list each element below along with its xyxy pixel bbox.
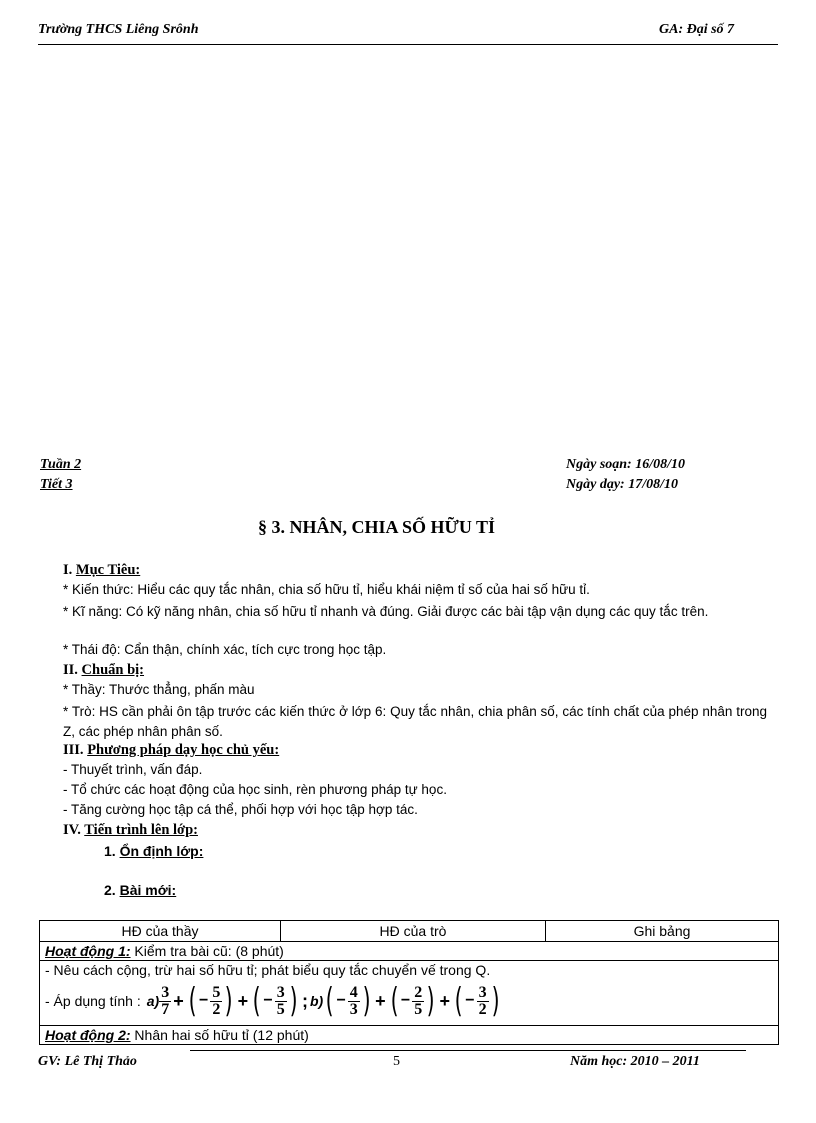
step-1-label: Ổn định lớp:	[119, 843, 204, 859]
activity2-cell	[40, 1026, 779, 1045]
school-name: Trường THCS Liêng Srônh	[38, 22, 199, 37]
formula-b-plus-2: +	[439, 990, 450, 1011]
table-header-row	[40, 921, 779, 942]
formula-a-numerator-0: 3	[161, 983, 170, 1001]
subject-label: GA: Đại số 7	[659, 22, 735, 37]
formula-a-denominator-0: 7	[161, 1000, 170, 1018]
formula-b-fraction-2	[477, 985, 489, 1018]
formula-a-denominator-2: 5	[276, 1000, 285, 1018]
objective-attitude: * Thái độ: Cẩn thận, chính xác, tích cực trong học tập.	[63, 642, 387, 657]
formula-a-plus-2: +	[237, 990, 249, 1011]
formula-b-sign-0: −	[336, 992, 346, 1009]
review-question: - Nêu cách cộng, trừ hai số hữu tỉ; phát biểu quy tắc chuyển vế trong Q.	[45, 962, 491, 978]
section4-roman: IV.	[63, 822, 81, 838]
activity1-cell	[40, 942, 779, 961]
step-2	[104, 882, 176, 898]
method-3: - Tăng cường học tập cá thể, phối hợp với học tập hợp tác.	[63, 802, 418, 817]
formula-b-rparen-2: )	[491, 981, 500, 1021]
section2-heading	[63, 662, 144, 679]
formula-b-numerator-1: 2	[414, 983, 423, 1001]
method-2: - Tổ chức các hoạt động của học sinh, rèn phương pháp tự học.	[63, 782, 447, 797]
step-1	[104, 843, 203, 859]
section1-heading	[63, 562, 140, 579]
col-student-header: HĐ của trò	[281, 921, 546, 942]
formula-a-sign-1: −	[198, 992, 209, 1009]
section3-heading	[63, 742, 279, 759]
formula-a-plus-1: +	[173, 990, 184, 1011]
step-2-label: Bài mới:	[119, 882, 177, 898]
exercise-formula	[45, 978, 773, 1024]
formula-b-denominator-2: 2	[478, 1000, 487, 1018]
formula-b-lparen-0: (	[325, 981, 334, 1021]
formula-b-denominator-0: 3	[349, 1000, 358, 1018]
formula-b-numerator-0: 4	[349, 983, 358, 1001]
activity1-text: Kiểm tra bài cũ: (8 phút)	[130, 943, 284, 959]
formula-b-fraction-1	[412, 985, 424, 1018]
formula-b-label: b)	[309, 993, 324, 1009]
activity1-content-cell	[40, 961, 779, 1026]
formula-b-sign-2: −	[465, 992, 475, 1009]
date-taught: Ngày dạy: 17/08/10	[566, 477, 678, 492]
section4-heading	[63, 822, 198, 839]
period-label: Tiết 3	[40, 477, 73, 492]
activity2-label: Hoạt động 2:	[45, 1027, 131, 1043]
formula-b-rparen-1: )	[426, 981, 435, 1021]
objective-knowledge: * Kiến thức: Hiểu các quy tắc nhân, chia số hữu tỉ, hiểu khái niệm tỉ số của hai số hữu tỉ.	[63, 582, 590, 597]
formula-b-denominator-1: 5	[414, 1000, 423, 1018]
header-divider	[38, 44, 778, 45]
activity1-label: Hoạt động 1:	[45, 943, 131, 959]
step-1-number: 1.	[104, 843, 116, 859]
section3-title: Phương pháp dạy học chủ yếu:	[87, 742, 280, 758]
formula-b-lparen-1: (	[390, 981, 399, 1021]
formula-b-rparen-0: )	[362, 981, 371, 1021]
prep-teacher: * Thầy: Thước thẳng, phấn màu	[63, 682, 255, 697]
formula-b	[323, 981, 502, 1021]
date-prepared: Ngày soạn: 16/08/10	[566, 457, 685, 472]
formula-b-plus-1: +	[375, 990, 386, 1011]
teacher-name: GV: Lê Thị Thảo	[38, 1054, 137, 1069]
formula-a-denominator-1: 2	[212, 1000, 221, 1018]
formula-a-fraction-0	[159, 985, 171, 1018]
step-2-number: 2.	[104, 882, 116, 898]
formula-a-rparen-2: )	[289, 981, 298, 1021]
formula-a-numerator-1: 5	[212, 983, 221, 1001]
footer-divider	[190, 1050, 746, 1051]
formula-a-numerator-2: 3	[276, 983, 285, 1001]
formula-b-lparen-2: (	[454, 981, 463, 1021]
objective-skill: * Kĩ năng: Có kỹ năng nhân, chia số hữu tỉ nhanh và đúng. Giải được các bài tập vận dụng các quy tắc trên.	[63, 604, 709, 619]
section4-title: Tiến trình lên lớp:	[84, 822, 198, 838]
page-number: 5	[393, 1054, 400, 1069]
activity2-text: Nhân hai số hữu tỉ (12 phút)	[130, 1027, 309, 1043]
lesson-plan-table	[39, 920, 779, 1045]
section1-roman: I.	[63, 562, 73, 578]
lesson-title: § 3. NHÂN, CHIA SỐ HỮU TỈ	[258, 517, 496, 537]
formula-a-sign-2: −	[263, 992, 273, 1009]
formula-a-fraction-2	[275, 985, 287, 1018]
apply-label: - Áp dụng tính :	[45, 993, 141, 1009]
formula-b-fraction-0	[348, 985, 360, 1018]
activity1-content-row	[40, 961, 779, 1026]
col-teacher-header: HĐ của thầy	[40, 921, 281, 942]
activity2-row	[40, 1026, 779, 1045]
formula-a-fraction-1	[210, 985, 222, 1018]
formula-a-lparen-2: (	[252, 981, 261, 1021]
formula-a	[159, 981, 310, 1021]
formula-a-label: a)	[146, 993, 160, 1009]
section2-title: Chuẩn bị:	[81, 662, 145, 678]
formula-a-lparen-1: (	[188, 981, 197, 1021]
method-1: - Thuyết trình, vấn đáp.	[63, 762, 203, 777]
section2-roman: II.	[63, 662, 78, 678]
col-board-header: Ghi bảng	[546, 921, 779, 942]
formula-a-rparen-1: )	[224, 981, 233, 1021]
formula-b-numerator-2: 3	[478, 983, 487, 1001]
week-label: Tuần 2	[40, 457, 82, 472]
prep-student: * Trò: HS cần phải ôn tập trước các kiến thức ở lớp 6: Quy tắc nhân, chia phân số, các tính chất của phép nhân trong Z, các phép nhân phân số.	[63, 704, 767, 739]
activity1-row	[40, 942, 779, 961]
section1-title: Mục Tiêu:	[75, 562, 141, 578]
formula-b-sign-1: −	[400, 992, 411, 1009]
school-year: Năm học: 2010 – 2011	[570, 1054, 700, 1069]
section3-roman: III.	[63, 742, 84, 758]
formula-a-separator: ;	[301, 990, 308, 1011]
